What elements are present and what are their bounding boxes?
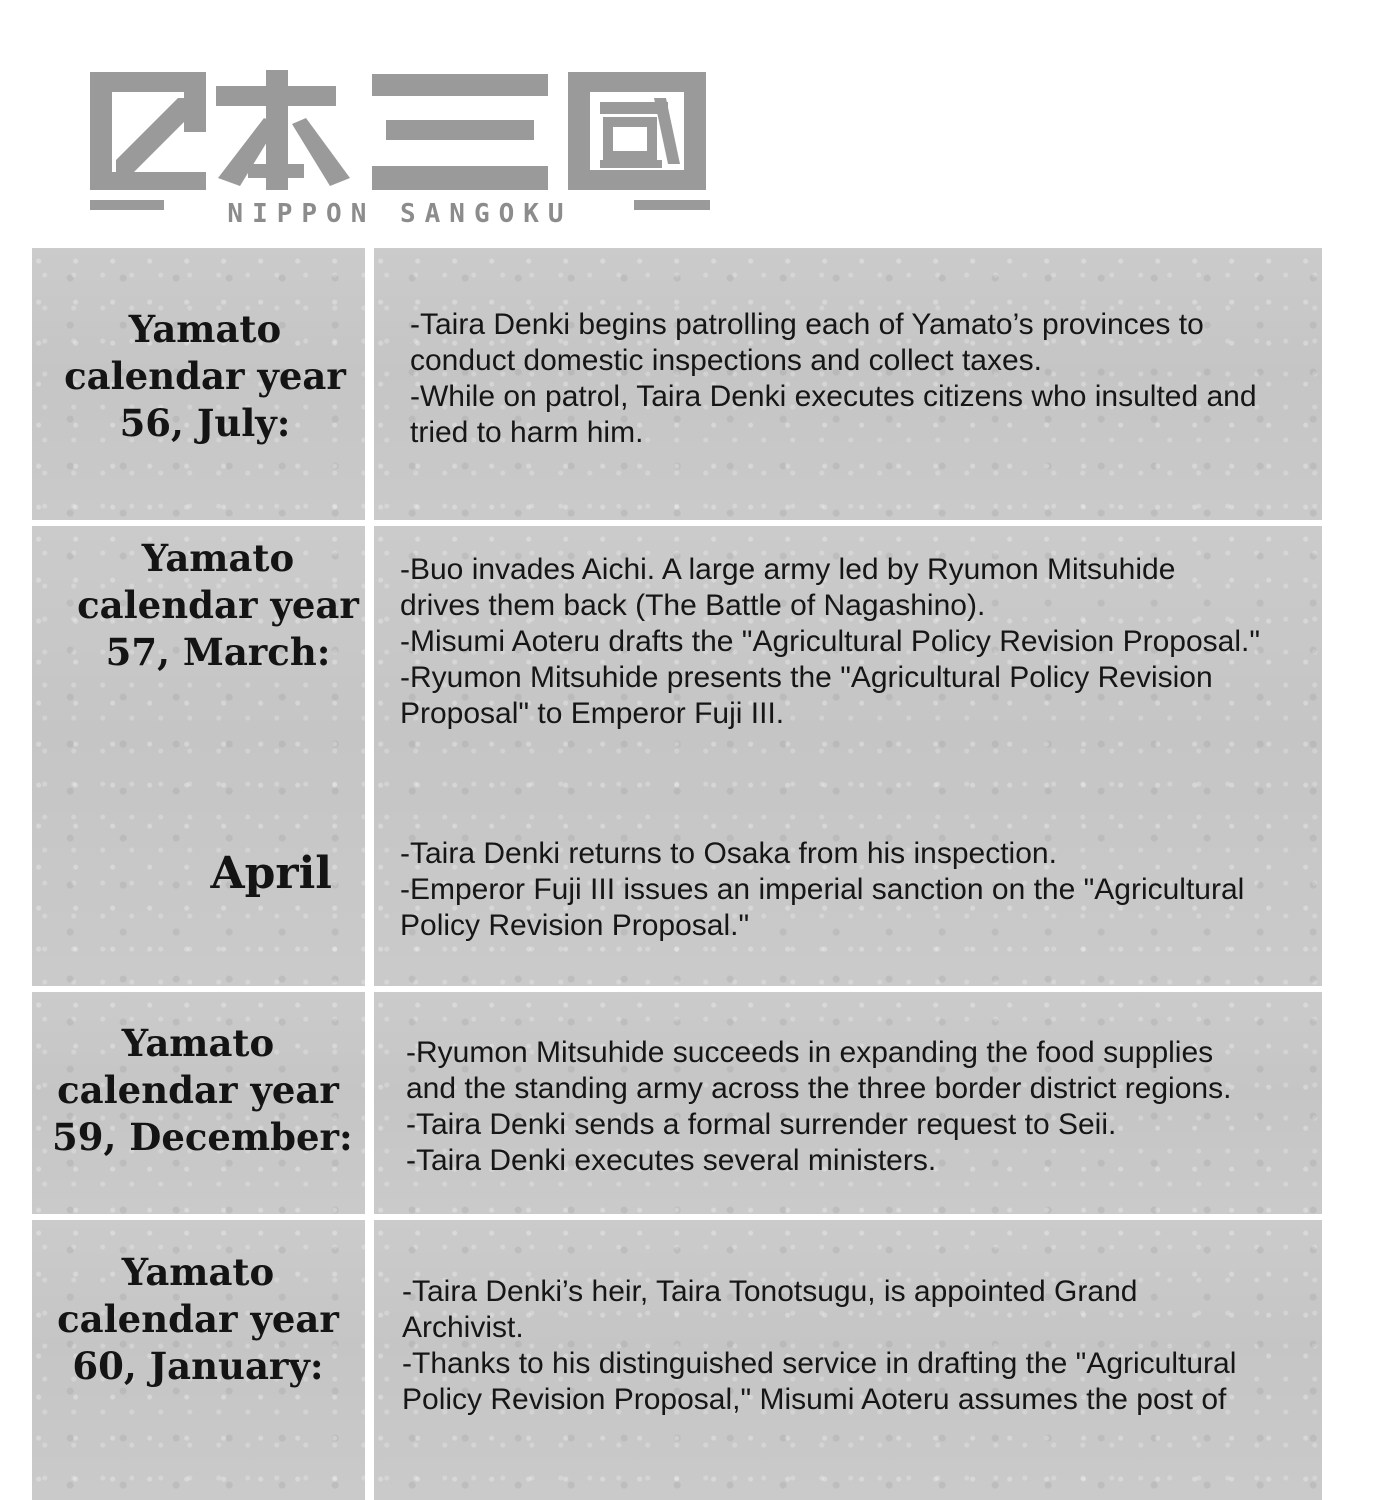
date-label-1: Yamato calendar year 56, July:: [64, 307, 346, 445]
event-line: -Buo invades Aichi. A large army led by Ryumon Mitsuhide: [400, 553, 1176, 586]
date-label-april: April: [210, 848, 332, 899]
event-line: -Taira Denki sends a formal surrender request to Seii.: [406, 1108, 1117, 1141]
nippon-sangoku-logo: [88, 68, 712, 226]
event-line: conduct domestic inspections and collect taxes.: [410, 344, 1043, 377]
event-list-1: [410, 307, 1257, 451]
event-list-4: [402, 1274, 1236, 1418]
event-list-3: [406, 1035, 1231, 1179]
event-list-2: [400, 552, 1260, 732]
date-label-2: Yamato calendar year 57, March:: [77, 536, 359, 674]
event-line: Archivist.: [402, 1311, 524, 1344]
event-line: -Ryumon Mitsuhide presents the "Agricultural Policy Revision: [400, 661, 1213, 694]
event-line: -Emperor Fuji III issues an imperial sanction on the "Agricultural: [400, 873, 1245, 906]
event-line: and the standing army across the three border district regions.: [406, 1072, 1232, 1105]
event-line: drives them back (The Battle of Nagashino).: [400, 589, 986, 622]
event-line: Policy Revision Proposal," Misumi Aoteru assumes the post of: [402, 1383, 1227, 1416]
event-line: -Taira Denki’s heir, Taira Tonotsugu, is appointed Grand: [402, 1275, 1138, 1308]
logo-graphic: [88, 68, 712, 226]
event-list-april: [400, 836, 1244, 944]
event-line: Policy Revision Proposal.": [400, 909, 750, 942]
logo-subtitle: NIPPON SANGOKU: [227, 199, 573, 226]
event-line: -Ryumon Mitsuhide succeeds in expanding the food supplies: [406, 1036, 1214, 1069]
date-label-4: Yamato calendar year 60, January:: [57, 1250, 339, 1388]
event-line: Proposal" to Emperor Fuji III.: [400, 697, 785, 730]
event-line: -While on patrol, Taira Denki executes citizens who insulted and: [410, 380, 1257, 413]
event-line: tried to harm him.: [410, 416, 644, 449]
event-line: -Thanks to his distinguished service in drafting the "Agricultural: [402, 1347, 1237, 1380]
event-line: -Taira Denki executes several ministers.: [406, 1144, 937, 1177]
event-line: -Misumi Aoteru drafts the "Agricultural Policy Revision Proposal.": [400, 625, 1260, 658]
event-line: -Taira Denki begins patrolling each of Yamato’s provinces to: [410, 308, 1204, 341]
date-label-3: Yamato calendar year 59, December:: [52, 1021, 353, 1159]
event-line: -Taira Denki returns to Osaka from his inspection.: [400, 837, 1057, 870]
